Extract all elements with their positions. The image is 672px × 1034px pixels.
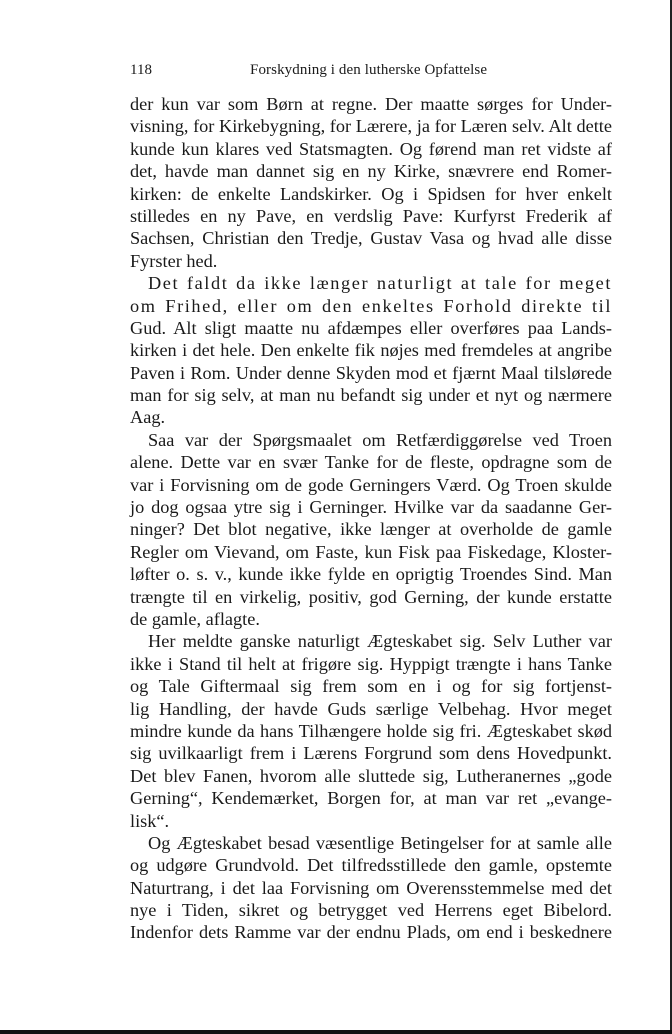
text-line: og udgøre Grundvold. Det tilfredsstillede den gamle, opstemte — [130, 855, 612, 876]
text-line: man for sig selv, at man nu befandt sig under et nyt og nærmere — [130, 385, 612, 406]
text-line: lisk“. — [130, 810, 170, 831]
text-line: om Frihed, eller om den enkeltes Forhold direkte til — [130, 295, 612, 316]
text-line: stilledes en ny Pave, en verdslig Pave: Kurfyrst Frederik af — [130, 205, 612, 226]
text-line: kunde kun klares ved Statsmagten. Og førend man ret vidste af — [130, 138, 612, 159]
text-line: trængte til en virkelig, positiv, god Gerning, der kunde erstatte — [130, 586, 612, 607]
scan-edge-bottom — [0, 1030, 672, 1034]
text-line: Paven i Rom. Under denne Skyden mod et fjærnt Maal tilslørede — [130, 362, 612, 383]
body-text — [130, 93, 612, 944]
text-line: kirken: de enkelte Landskirker. Og i Spidsen for hver enkelt — [130, 183, 612, 204]
text-line: ninger? Det blot negative, ikke længer at overholde de gamle — [130, 519, 612, 540]
text-line: og Tale Giftermaal sig frem som en i og for sig fortjenst- — [130, 676, 612, 697]
text-line: Og Ægteskabet besad væsentlige Betingelser for at samle alle — [148, 832, 612, 853]
text-line: Det faldt da ikke længer naturligt at tale for meget — [148, 273, 612, 294]
text-line: Regler om Vievand, om Faste, kun Fisk paa Fiskedage, Kloster- — [130, 541, 612, 562]
text-line: Gud. Alt sligt maatte nu afdæmpes eller overføres paa Lands- — [130, 317, 612, 338]
text-line: Indenfor dets Ramme var der endnu Plads, om end i beskednere — [130, 922, 612, 943]
text-line: visning, for Kirkebygning, for Lærere, ja for Læren selv. Alt dette — [130, 116, 612, 137]
text-line: jo dog ogsaa ytre sig i Gerninger. Hvilke var da saadanne Ger- — [130, 497, 612, 518]
text-line: Gerning“, Kendemærket, Borgen for, at man var ret „evange- — [130, 788, 612, 809]
text-line: Fyrster hed. — [130, 250, 218, 271]
text-line: Naturtrang, i det laa Forvisning om Overensstemmelse med det — [130, 877, 612, 898]
text-line: Aag. — [130, 407, 166, 428]
text-line: Sachsen, Christian den Tredje, Gustav Vasa og hvad alle disse — [130, 228, 612, 249]
text-line: det, havde man dannet sig en ny Kirke, snævrere end Romer- — [130, 161, 612, 182]
text-line: løfter o. s. v., kunde ikke fylde en oprigtig Troendes Sind. Man — [130, 564, 612, 585]
text-line: kirken i det hele. Den enkelte fik nøjes med fremdeles at angribe — [130, 340, 612, 361]
text-line: Saa var der Spørgsmaalet om Retfærdiggørelse ved Troen — [148, 429, 612, 450]
text-line: nye i Tiden, sikret og betrygget ved Herrens eget Bibelord. — [130, 900, 612, 921]
page-number: 118 — [130, 62, 152, 78]
running-head — [130, 60, 610, 80]
text-line: der kun var som Børn at regne. Der maatte sørges for Under- — [130, 94, 612, 114]
text-line: lig Handling, der havde Guds særlige Velbehag. Hvor meget — [130, 698, 612, 719]
text-line: alene. Dette var en svær Tanke for de fleste, opdragne som de — [130, 452, 612, 473]
text-line: sig uvilkaarligt frem i Lærens Forgrund som dens Hovedpunkt. — [130, 743, 612, 764]
running-title: Forskydning i den lutherske Opfattelse — [250, 62, 488, 78]
text-line: Det blev Fanen, hvorom alle sluttede sig, Lutheranernes „gode — [130, 765, 612, 786]
text-line: Her meldte ganske naturligt Ægteskabet sig. Selv Luther var — [148, 631, 612, 652]
text-line: de gamle, aflagte. — [130, 608, 260, 629]
text-line: mindre kunde da hans Tilhængere holde sig fri. Ægteskabet skød — [130, 720, 612, 741]
text-line: ikke i Stand til helt at frigøre sig. Hyppigt trængte i hans Tanke — [130, 653, 612, 674]
text-line: var i Forvisning om de gode Gerningers Værd. Og Troen skulde — [130, 474, 612, 495]
